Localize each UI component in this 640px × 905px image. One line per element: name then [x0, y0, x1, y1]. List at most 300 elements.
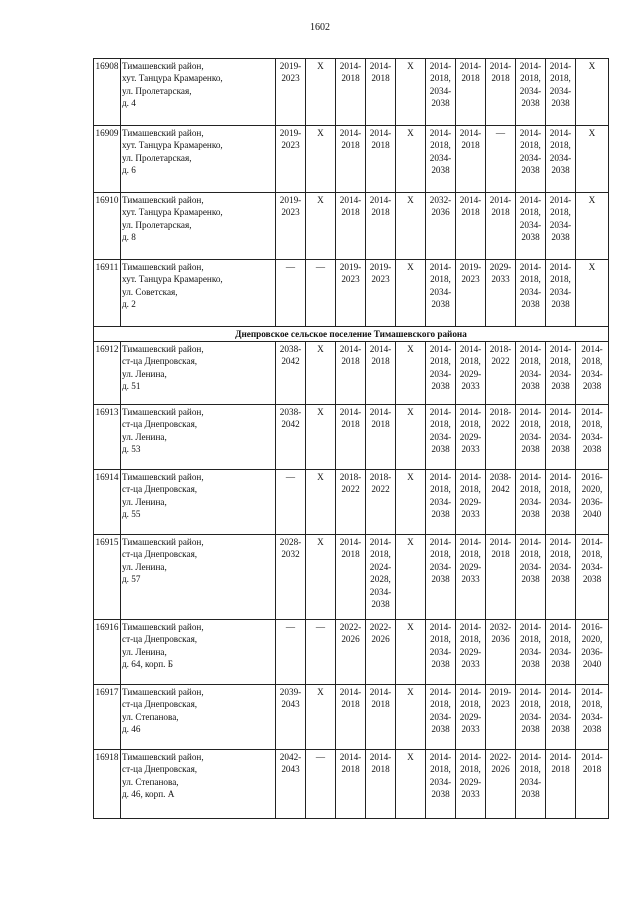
address-line: ул. Пролетарская, — [122, 219, 192, 230]
period-line: 2018 — [461, 73, 480, 84]
period-line: 2018, — [370, 549, 391, 560]
address-line: ул. Степанова, — [122, 711, 179, 722]
table-row — [94, 535, 609, 620]
period-cell — [336, 126, 366, 193]
period-cell — [576, 260, 609, 327]
period-cell — [276, 193, 306, 260]
period-line: 2018 — [371, 356, 390, 367]
period-cell — [366, 535, 396, 620]
period-line: 2038 — [431, 789, 450, 800]
period-line: 2038 — [431, 574, 450, 585]
period-cell — [396, 193, 426, 260]
period-line: 2018 — [491, 73, 510, 84]
period-cell — [336, 620, 366, 685]
period-line: 2018, — [550, 356, 571, 367]
period-line: 2028, — [370, 574, 391, 585]
period-line: 2018- — [489, 407, 512, 417]
address-line: ул. Ленина, — [122, 496, 167, 507]
period-line: 2022- — [489, 752, 512, 762]
period-cell — [336, 535, 366, 620]
period-line: 2018, — [460, 419, 481, 430]
period-cell — [366, 342, 396, 405]
period-line: 2018 — [551, 764, 570, 775]
period-line: 2018 — [461, 140, 480, 151]
period-line: 2018 — [341, 764, 360, 775]
period-line: Х — [407, 344, 414, 354]
period-cell — [366, 685, 396, 750]
period-line: 2018 — [341, 207, 360, 218]
period-line: 2023 — [491, 699, 510, 710]
period-cell — [456, 405, 486, 470]
period-line: 2018, — [430, 140, 451, 151]
period-line: 2038 — [521, 789, 540, 800]
period-line: 2038 — [521, 659, 540, 670]
period-cell — [456, 126, 486, 193]
period-line: — — [315, 262, 326, 272]
period-line: 2018 — [461, 207, 480, 218]
period-line: 2040 — [582, 659, 602, 670]
period-line: 2028- — [279, 537, 302, 547]
period-line: 2022 — [341, 484, 360, 495]
period-line: 2018, — [520, 419, 541, 430]
row-number-cell: 16915 — [94, 535, 121, 620]
address-cell — [121, 193, 276, 260]
row-number-cell: 16910 — [94, 193, 121, 260]
address-line: ул. Ленина, — [122, 431, 167, 442]
period-line: 2014- — [459, 128, 482, 138]
period-cell — [576, 685, 609, 750]
period-line: 2029- — [459, 496, 482, 507]
period-line: 2018, — [520, 274, 541, 285]
period-line: 2018, — [520, 764, 541, 775]
period-line: 2034- — [429, 368, 452, 379]
period-line: 2019- — [279, 128, 302, 138]
period-line: 2038 — [551, 232, 570, 243]
period-line: 2038 — [582, 381, 602, 392]
period-cell — [366, 405, 396, 470]
period-line: 2014- — [339, 344, 362, 354]
period-cell — [516, 470, 546, 535]
period-cell — [576, 405, 609, 470]
period-line: 2036- — [581, 496, 603, 507]
period-line: Х — [407, 537, 414, 547]
row-number-cell: 16917 — [94, 685, 121, 750]
table-row — [94, 405, 609, 470]
period-cell — [546, 750, 576, 819]
period-line: 2038 — [551, 299, 570, 310]
period-cell — [456, 685, 486, 750]
period-line: 2014- — [581, 407, 603, 417]
address-line: Тимашевский район, — [122, 195, 204, 205]
address-line: ул. Ленина, — [122, 646, 167, 657]
period-line: 2018, — [460, 634, 481, 645]
period-cell — [276, 620, 306, 685]
page-number: 1602 — [310, 22, 330, 33]
period-line: 2014- — [489, 537, 512, 547]
period-line: 2014- — [549, 61, 572, 71]
table-row — [94, 126, 609, 193]
period-cell — [306, 750, 336, 819]
period-cell — [276, 750, 306, 819]
period-line: 2018 — [371, 140, 390, 151]
period-cell — [546, 535, 576, 620]
period-line: 2014- — [581, 344, 603, 354]
table-row — [94, 342, 609, 405]
row-number-cell: 16916 — [94, 620, 121, 685]
period-line: 2033 — [461, 789, 480, 800]
period-line: 2018, — [581, 699, 603, 710]
period-line: 2018 — [341, 73, 360, 84]
period-line: 2020, — [581, 634, 603, 645]
period-line: — — [285, 262, 296, 272]
period-line: 2034- — [519, 776, 542, 787]
period-line: Х — [317, 344, 324, 354]
section-title: Днепровское сельское поселение Тимашевского района — [94, 327, 609, 342]
address-line: д. 53 — [122, 444, 141, 455]
period-line: 2029- — [489, 262, 512, 272]
period-line: 2034- — [549, 711, 572, 722]
period-line: 2018, — [550, 634, 571, 645]
period-line: 2034- — [519, 286, 542, 297]
period-line: 2038 — [431, 724, 450, 735]
period-line: 2018, — [430, 73, 451, 84]
address-line: д. 2 — [122, 299, 136, 310]
period-cell — [426, 535, 456, 620]
period-line: 2034- — [581, 561, 603, 572]
period-line: 2018, — [520, 140, 541, 151]
period-line: 2018- — [339, 472, 362, 482]
period-line: 2034- — [429, 711, 452, 722]
period-line: 2014- — [581, 687, 603, 697]
period-line: 2018 — [341, 549, 360, 560]
address-cell — [121, 470, 276, 535]
period-cell — [546, 620, 576, 685]
period-line: 2018, — [430, 274, 451, 285]
period-cell — [516, 620, 546, 685]
period-line: 2018, — [430, 549, 451, 560]
period-line: 2043 — [281, 699, 300, 710]
period-line: 2036- — [581, 646, 603, 657]
period-cell — [336, 260, 366, 327]
address-line: хут. Танцура Крамаренко, — [122, 140, 223, 151]
period-line: 2014- — [519, 128, 542, 138]
period-line: 2018 — [371, 764, 390, 775]
period-line: 2040 — [582, 509, 602, 520]
period-line: 2042 — [281, 419, 300, 430]
period-line: 2014- — [369, 407, 392, 417]
period-cell — [456, 470, 486, 535]
period-cell — [276, 470, 306, 535]
address-line: Тимашевский район, — [122, 472, 204, 482]
period-cell — [366, 260, 396, 327]
period-cell — [516, 750, 546, 819]
table-row — [94, 193, 609, 260]
period-line: 2019- — [489, 687, 512, 697]
period-line: 2014- — [459, 472, 482, 482]
period-cell — [306, 193, 336, 260]
period-line: — — [285, 472, 296, 482]
period-cell — [486, 126, 516, 193]
period-line: 2034- — [581, 368, 603, 379]
period-line: 2018 — [491, 549, 510, 560]
period-cell — [576, 620, 609, 685]
period-cell — [336, 750, 366, 819]
period-line: 2019- — [369, 262, 392, 272]
period-cell — [456, 750, 486, 819]
period-line: 2038 — [521, 509, 540, 520]
period-line: 2018, — [581, 549, 603, 560]
address-line: Тимашевский район, — [122, 262, 204, 272]
period-cell — [396, 126, 426, 193]
period-line: 2038 — [431, 509, 450, 520]
period-cell — [456, 59, 486, 126]
period-cell — [426, 685, 456, 750]
period-line: 2018, — [550, 699, 571, 710]
period-line: 2014- — [459, 195, 482, 205]
period-line: 2036 — [431, 207, 450, 218]
period-line: 2034- — [581, 431, 603, 442]
period-cell — [576, 535, 609, 620]
period-line: 2014- — [429, 407, 452, 417]
period-line: Х — [317, 195, 324, 205]
period-line: 2019- — [279, 195, 302, 205]
period-cell — [396, 260, 426, 327]
period-cell — [516, 193, 546, 260]
period-line: 2033 — [461, 659, 480, 670]
period-cell — [396, 750, 426, 819]
period-line: 2014- — [339, 407, 362, 417]
period-line: 2029- — [459, 368, 482, 379]
period-line: 2018- — [369, 472, 392, 482]
period-cell — [486, 260, 516, 327]
period-line: — — [285, 622, 296, 632]
period-line: 2038 — [521, 574, 540, 585]
period-cell — [486, 193, 516, 260]
period-line: 2034- — [429, 561, 452, 572]
period-line: 2023 — [281, 73, 300, 84]
period-cell — [456, 620, 486, 685]
period-line: 2022- — [369, 622, 392, 632]
period-line: 2014- — [549, 344, 572, 354]
period-line: 2038 — [431, 299, 450, 310]
address-cell — [121, 260, 276, 327]
period-cell — [396, 620, 426, 685]
address-cell — [121, 405, 276, 470]
period-cell — [306, 470, 336, 535]
period-cell — [276, 535, 306, 620]
period-line: 2038 — [431, 98, 450, 109]
period-line: 2014- — [429, 687, 452, 697]
period-line: 2032- — [489, 622, 512, 632]
period-cell — [306, 535, 336, 620]
table-row — [94, 685, 609, 750]
period-line: 2014- — [519, 407, 542, 417]
period-line: 2018, — [581, 356, 603, 367]
address-line: д. 46, корп. А — [122, 789, 175, 800]
period-line: 2014- — [369, 752, 392, 762]
address-line: ул. Пролетарская, — [122, 152, 192, 163]
period-cell — [426, 59, 456, 126]
address-cell — [121, 535, 276, 620]
period-line: 2018, — [520, 73, 541, 84]
period-cell — [276, 59, 306, 126]
period-line: 2014- — [549, 537, 572, 547]
period-cell — [576, 126, 609, 193]
period-line: 2034- — [549, 219, 572, 230]
period-cell — [456, 342, 486, 405]
period-line: 2034- — [549, 286, 572, 297]
period-cell — [426, 126, 456, 193]
housing-repair-schedule-table — [93, 58, 609, 819]
period-line: 2014- — [369, 195, 392, 205]
period-line: 2018, — [520, 549, 541, 560]
period-line: 2034- — [549, 368, 572, 379]
period-line: 2014- — [339, 537, 362, 547]
period-line: 2038 — [371, 599, 390, 610]
period-line: 2014- — [519, 537, 542, 547]
address-line: хут. Танцура Крамаренко, — [122, 207, 223, 218]
address-line: ул. Пролетарская, — [122, 85, 192, 96]
period-line: 2034- — [429, 85, 452, 96]
period-line: 2014- — [339, 195, 362, 205]
period-line: 2038 — [521, 165, 540, 176]
period-line: 2038 — [521, 98, 540, 109]
period-line: 2038- — [279, 407, 302, 417]
period-line: 2023 — [281, 207, 300, 218]
period-line: 2038 — [551, 98, 570, 109]
period-line: Х — [317, 61, 324, 71]
period-line: 2038 — [431, 444, 450, 455]
period-line: 2014- — [489, 61, 512, 71]
period-cell — [366, 620, 396, 685]
period-line: 2034- — [519, 711, 542, 722]
period-cell — [516, 685, 546, 750]
period-cell — [306, 59, 336, 126]
period-line: 2038 — [431, 659, 450, 670]
address-line: д. 64, корп. Б — [122, 659, 174, 670]
period-cell — [276, 405, 306, 470]
period-line: 2014- — [519, 195, 542, 205]
period-cell — [426, 342, 456, 405]
period-line: 2042- — [279, 752, 302, 762]
period-line: 2014- — [581, 537, 603, 547]
period-line: 2014- — [519, 262, 542, 272]
period-line: 2014- — [549, 687, 572, 697]
period-line: 2014- — [459, 61, 482, 71]
period-line: 2018 — [341, 140, 360, 151]
period-line: 2018- — [489, 344, 512, 354]
period-line: 2014- — [369, 687, 392, 697]
period-cell — [306, 342, 336, 405]
period-line: 2038 — [582, 724, 602, 735]
period-line: 2014- — [519, 622, 542, 632]
period-cell — [516, 405, 546, 470]
period-line: 2022 — [491, 419, 510, 430]
period-cell — [486, 342, 516, 405]
period-line: 2038 — [521, 444, 540, 455]
period-cell — [426, 405, 456, 470]
period-line: 2016- — [581, 472, 603, 482]
period-line: 2018, — [550, 484, 571, 495]
address-line: Тимашевский район, — [122, 687, 204, 697]
period-line: 2018, — [430, 764, 451, 775]
period-line: 2018 — [582, 764, 602, 775]
row-number-cell: 16913 — [94, 405, 121, 470]
table-row — [94, 260, 609, 327]
period-line: 2032 — [281, 549, 300, 560]
period-line: 2038 — [582, 574, 602, 585]
period-line: Х — [407, 622, 414, 632]
period-line: 2018, — [430, 419, 451, 430]
period-line: 2018 — [371, 207, 390, 218]
period-cell — [336, 193, 366, 260]
period-cell — [546, 470, 576, 535]
address-line: д. 55 — [122, 509, 141, 520]
period-line: 2014- — [429, 622, 452, 632]
period-line: 2014- — [459, 344, 482, 354]
period-line: 2038 — [551, 444, 570, 455]
period-line: 2014- — [429, 128, 452, 138]
row-number-cell: 16912 — [94, 342, 121, 405]
period-line: 2014- — [429, 472, 452, 482]
period-cell — [276, 126, 306, 193]
period-line: 2036 — [491, 634, 510, 645]
address-line: Тимашевский район, — [122, 622, 204, 632]
period-line: Х — [407, 752, 414, 762]
address-line: д. 57 — [122, 574, 141, 585]
address-line: ст-ца Днепровская, — [122, 419, 198, 430]
period-line: 2022 — [371, 484, 390, 495]
row-number-cell: 16914 — [94, 470, 121, 535]
table-body-group-1 — [94, 59, 609, 327]
period-line: 2018, — [520, 356, 541, 367]
period-line: 2018, — [460, 699, 481, 710]
period-line: 2018, — [520, 207, 541, 218]
period-line: 2033 — [461, 574, 480, 585]
period-cell — [546, 59, 576, 126]
period-line: 2033 — [461, 381, 480, 392]
period-line: 2018 — [371, 419, 390, 430]
period-line: 2034- — [519, 496, 542, 507]
period-line: 2034- — [429, 496, 452, 507]
period-line: 2014- — [429, 752, 452, 762]
period-line: 2014- — [581, 752, 603, 762]
period-line: 2018, — [581, 419, 603, 430]
period-cell — [396, 685, 426, 750]
period-cell — [576, 470, 609, 535]
period-cell — [486, 59, 516, 126]
period-line: 2023 — [341, 274, 360, 285]
period-line: 2014- — [339, 128, 362, 138]
period-line: 2018 — [371, 73, 390, 84]
period-cell — [276, 342, 306, 405]
period-line: 2014- — [429, 537, 452, 547]
period-line: Х — [407, 687, 414, 697]
address-cell — [121, 126, 276, 193]
period-line: 2038 — [551, 509, 570, 520]
section-header-body — [94, 327, 609, 342]
period-line: 2022- — [339, 622, 362, 632]
period-cell — [306, 260, 336, 327]
period-line: 2018, — [430, 634, 451, 645]
period-line: 2038 — [521, 724, 540, 735]
period-line: 2014- — [429, 61, 452, 71]
address-line: ул. Советская, — [122, 286, 178, 297]
period-line: Х — [407, 128, 414, 138]
period-line: 2038 — [521, 299, 540, 310]
period-line: 2018, — [550, 419, 571, 430]
period-line: 2018, — [460, 484, 481, 495]
